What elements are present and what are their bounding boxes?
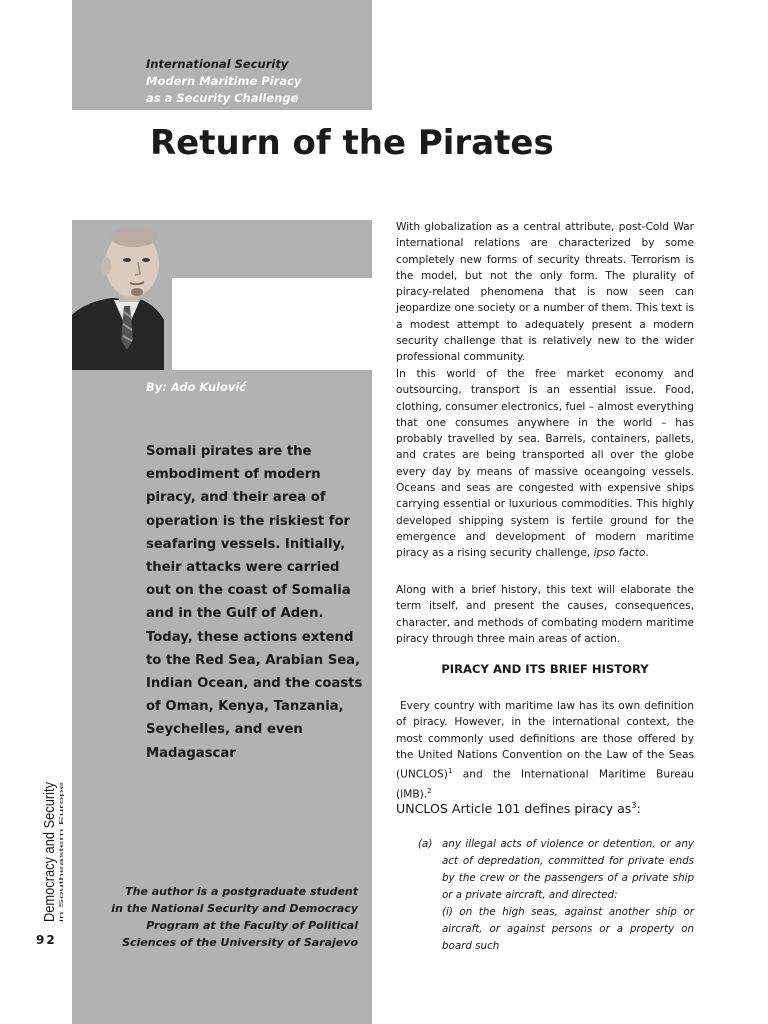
definition-item-a — [418, 836, 694, 904]
definition-text: any illegal acts of violence or detention, or any act of depredation, committed for private ends by the crew or the passengers of a private ship or a private aircraft, and directed: — [442, 838, 694, 901]
article-title: Return of the Pirates — [150, 123, 554, 163]
kicker-section: International Security — [146, 57, 289, 71]
paragraph-text: In this world of the free market economy and outsourcing, transport is an essential issue. Food, clothing, consumer electronics, fuel – almost everything that one consumes anywhere in the world – has probably travelled by sea. Barrels, containers, pallets, and crates are being transported all over the globe every day by means of massive oceangoing vessels. Oceans and seas are congested with expensive ships carrying essential or luxurious commodities. This highly developed shipping system is fertile ground for the emergence and development of modern maritime piracy as a rising security challenge, — [396, 368, 694, 560]
journal-brand — [38, 780, 66, 922]
paragraph-text: Every country with maritime law has its own definition of piracy. However, in the international context, the most commonly used definitions are those offered by the United Nations Convention on the Law of the Seas (UNCLOS) — [396, 700, 694, 781]
journal-brand-subtitle: in Southeastern Europe — [59, 869, 65, 922]
journal-logo-icon — [38, 780, 66, 922]
footnote-ref[interactable]: 3 — [631, 801, 637, 810]
byline: By: Ado Kulović — [146, 380, 247, 394]
body-paragraph: With globalization as a central attribute, post-Cold War international relations are characterized by some completely new forms of security threats. Terrorism is the model, but not the only form. The plurality of piracy-related phenomena that is now seen can jeopardize one society or a number of them. This text is a modest attempt to adequately present a modern security challenge that is relatively new to the wider professional community. — [396, 221, 694, 364]
body-paragraph: Along with a brief history, this text will elaborate the term itself, and present the causes, consequences, character, and methods of combating modern maritime piracy through three main areas of action. — [396, 584, 694, 645]
paragraph-text-cont: and the International Maritime Bureau (IMB). — [396, 768, 694, 801]
unclos-intro: UNCLOS Article 101 defines piracy $as^3$: — [396, 801, 641, 817]
author-photo — [72, 220, 172, 370]
definition-label: (a) — [418, 838, 433, 850]
section-kicker — [146, 56, 366, 107]
footnote-ref[interactable]: 1 — [447, 767, 453, 776]
author-portrait-icon — [72, 220, 172, 370]
body-paragraph: In this world of the free market economy and outsourcing, transport is an essential issue. Food, clothing, consumer electronics, fuel – almost everything that one consumes anywhere in the world – has probably travelled by sea. Barrels, containers, pallets, and crates are being transported all over the globe every day by means of massive oceangoing vessels. Oceans and seas are congested with expensive ships carrying essential or luxurious commodities. This highly developed shipping system is fertile ground for the emergence and development of modern maritime piracy as a rising security challenge, ipso facto. — [396, 368, 694, 560]
pull-quote: Somali pirates are the embodiment of modern piracy, and their area of operation is the riskiest for seafaring vessels. Initially, their attacks were carried out on the coast of Somalia and in the Gulf of Aden. Today, these actions extend to the Red Sea, Arabian Sea, Indian Ocean, and the coasts of Oman, Kenya, Tanzania, Seychelles, and even Madagascar — [146, 444, 363, 761]
author-note: The author is a postgraduate student in the National Security and Democracy Program at the Faculty of Political Sciences of the University of Sarajevo — [111, 885, 358, 949]
unclos-text: UNCLOS Article 101 defines piracy as — [396, 801, 632, 817]
kicker-topic-cont: as a Security Challenge — [146, 91, 299, 105]
body-paragraph — [396, 698, 694, 803]
kicker-topic: Modern Maritime Piracy — [146, 74, 302, 88]
definition-item-i: (i) on the high seas, against another ship or aircraft, or against persons or a property on board such — [442, 906, 694, 952]
footnote-ref[interactable]: 2 — [427, 787, 432, 796]
italic-phrase: ipso facto — [593, 547, 646, 560]
section-heading: PIRACY AND ITS BRIEF HISTORY — [441, 662, 649, 676]
journal-brand-name: Democracy and Security — [41, 780, 58, 922]
page-number: 92 — [36, 933, 57, 947]
definition-list — [418, 836, 694, 955]
